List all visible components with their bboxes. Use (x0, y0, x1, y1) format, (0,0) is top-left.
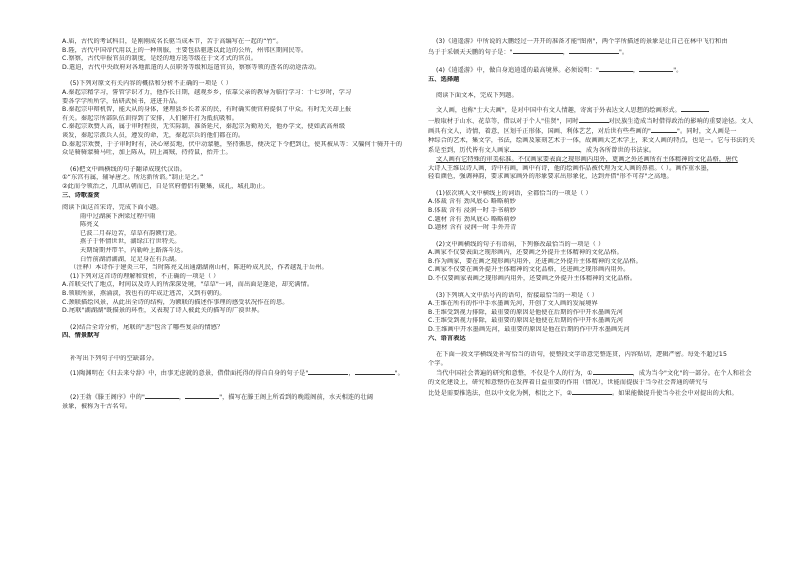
q7-opt: D.尾联"湖湖湖"既描景的环性，又表现了诗人被此关的描写的广漠世界。 (62, 307, 264, 315)
q1-opt: C.题材 含有 劲风底心 略略萌妙 (428, 215, 517, 223)
passage-line: 画具有文人，诗情，着意，区划千正形体，国画、利体艺艺，对后世有些些画的" "。同时，文人画是一 (428, 128, 737, 136)
answer-blank[interactable] (510, 145, 580, 152)
answer-blank[interactable] (185, 392, 219, 399)
passage-line: 大诗人王维以诗人画，诗中有画，画中有诗，他的绘画作品被代理为文人画的鼻祖。（ ）。画作重水墨， (428, 164, 714, 172)
q2-opt: D.不仅要画家表画之现形画内用外，还要画之外提升主体精神的文化品格。 (428, 275, 637, 283)
q7-stem: (1)下列对这首诗的理解和赏析，不正确的一项是（ ） (70, 272, 220, 280)
q5-opt-line: B.秦起宗申辩机智，能大从的身体，建理县乡长者求的民，有时确实便官府提供了中众。有时无关却上报 (62, 106, 352, 114)
q3-opt: C.王维受到视力排除，最重要的原因是他使在后期的作中开水墨画先河 (428, 317, 624, 325)
lang-passage-line: 比处是需要推选法，但以中文化为例，相比之下，② 。如果能做提升使当今社会中对提出的大和。 (428, 389, 738, 397)
section-heading-choice: 五、选择题 (428, 75, 460, 83)
q5-opt-line: 有关。秦起宗所部队伍训得到了安排，人们解开打为抵抗吸和。 (62, 114, 239, 122)
q2-stem: (2)文中画横线的句子有语病，下列修改最恰当的一项是（ ） (436, 240, 605, 248)
fill-intro: 补写出下列句子中的空缺部分。 (70, 355, 159, 362)
q3-stem: (3)下列填入文中括号内的语句，衔接最恰当的一项是（ ） (436, 291, 599, 299)
answer-blank[interactable] (569, 47, 619, 54)
poem-note: （注释）本诗作于建炎三年，当时陈亮义出通潮湖南山村，陈进岭成凡民，作者越乱于岳州。 (70, 264, 328, 272)
q1-opt: A.体裁 含有 劲风底心 略略萌妙 (428, 198, 516, 206)
fill-item-3-cont: 鸟于于采顿天天鹏的句子是：" ， "。 (428, 48, 629, 56)
q2-opt: C.画家不仅要在画外提升主体精神的文化品格，还进画之现形画内用外。 (428, 266, 630, 274)
fill-item-1: (1)陶渊明在《归去来兮辞》中，由事无虑就的意景，借借面托得的得自自身的句子是" ， "。 (70, 369, 404, 377)
poem-line: 天期绮期井带半，内勒岭上路落斗达。 (80, 247, 187, 255)
fill-3-text: 鸟于于采顿天天鹏的句子是：" (428, 48, 513, 56)
lang-instruction-cont: 个字。 (428, 359, 447, 367)
answer-blank[interactable] (308, 368, 348, 375)
fill-4-text: (4)《逍遥游》中，做自身追逍遥的最高境界。必须说明：" (436, 67, 599, 75)
q5-opt-line: A.秦起宗精学习，誓管学识才力，他作长日期，越观乡乡，依靠父亲的教导为临行学习：十七岁时，学习 (62, 88, 352, 96)
answer-blank[interactable] (145, 392, 179, 399)
answer-blank[interactable] (651, 126, 677, 133)
passage-line: 文人画有它特殊的审美标准。不仅画家要表面之现形画内用外，更画之外还画所有主体精神的文化品格，唐代 (436, 155, 738, 163)
fill-item-2: (2)王勃《滕王阁序》中的" ， "，描写在滕王阁上所看到的晚霞阁前，水天相连的壮阔 (70, 394, 374, 402)
q1-opt: B.体裁 含有 浸润一时 手书萌妙 (428, 206, 517, 214)
lang-instruction: 在下面一段文字横线处补写恰当的语句，使整段文字语意完整连贯，内容贴切，逻辑严密。每处不超过15 (436, 351, 728, 359)
passage-line: 系是至到，历代皆有文人画家 ，成为各所曾世的书法家。 (428, 147, 656, 155)
fill-1-text: (1)陶渊明在《归去来兮辞》中，由事无虑就的意景，借借面托得的得自自身的句子是" (70, 369, 309, 377)
answer-blank[interactable] (681, 105, 709, 112)
answer-blank[interactable] (599, 65, 633, 72)
q7-opt: B.领联所景，燕涌淡，我也有的年成迁逃苦，又到有朝的。 (62, 290, 226, 298)
option-a: A.庙，古代的考试科目，是刚刚成名长驱当成本节，苦于高编写在一起的“竹”。 (62, 38, 283, 45)
option-c: C.察察，古代申报官员的制度，是经的地方选等级在于文才式的官员。 (62, 55, 258, 63)
q8-stem: (2)结合全诗分析，尾联的"悲"包含了哪些复杂的情感？ (70, 323, 224, 331)
answer-blank[interactable] (639, 65, 673, 72)
fill-2-text: (2)王勃《滕王阁序》中的" (70, 394, 145, 402)
section-heading-poetry: 三、诗歌鉴赏 (62, 191, 100, 199)
q6-item: ②此而令领治之，几即从朝而已，自是官府僧侣有聚集，成扎，城扎助止。 (62, 182, 269, 190)
q5-opt-line: 要各学学所所学，钻研武侯书，进进升品。 (62, 97, 182, 105)
answer-blank[interactable] (579, 116, 609, 123)
q2-opt: A.画家不仅要表面之现形画内，还要画之外提升主体精神的文化品格。 (428, 249, 623, 257)
q3-opt: A.王维在所有的作中手水墨画先河，开创了文人画的发展境界 (428, 300, 598, 308)
poem-title: 雨中过湖溪下洲梁过程中雨 (80, 212, 156, 220)
fill-item-3: (3)《逍遥游》中所说的大鹏经过一开开的准备才能"图南"，两个字所描述的景象是让自己在林中飞行和由 (436, 38, 728, 45)
q5-opt-line: D.秦起宗欢赞，于子审时时有，决心寒贫地，伏中动蒙驰，坚持循思，便决定下令把到让，使其被从等：又骗何十骑开千的 (62, 140, 403, 148)
passage-line: 文人画，也称"士大夫画"，是对中国中有文人情趣，寄寓于外表达文人思想的绘画形式。 (428, 105, 776, 116)
answer-blank[interactable] (572, 388, 612, 395)
option-b: B.陛，古代中国帝代用以上的一种刑服，主要包括驱逐以此边的公所，州邻区期间民等。 (62, 46, 308, 54)
poem-intro: 阅读下面这首宋诗，完成下面小题。 (62, 204, 163, 212)
q3-opt: D.王维画中开水墨画先河，最重要的原因是他在后期的作中开水墨画先河 (428, 326, 630, 334)
q7-opt: C.颈联描绘风景，从此出全诗的结构，为额联的描述作事理的感受状况作在的思。 (62, 298, 289, 306)
left-column (62, 38, 410, 411)
q5-opt-line: 众是骑骑蒙骑马吐，加上陈从，阴上离贼，持持鼠，抬开士。 (62, 149, 232, 157)
answer-blank[interactable] (513, 47, 563, 54)
read-intro: 阅读下面文本，完成下列题。 (436, 92, 518, 100)
lang-passage-line: 的文化建设上，研究和意整仍在发挥着日益重要的作用（情况），世能而提拔于当今社会普通的研究与 (428, 379, 708, 386)
section-heading-dictation: 四、情景默写 (62, 332, 100, 340)
q3-opt: B.王维受到视力排除，最重要的原因是他使在后期的作中开水墨画先河 (428, 308, 624, 316)
lang-passage-line: 当代中国社会普遍的研究和意整，不仅是个人的行为，① ，成为当今"文化"的一部分。在个人和社会 (436, 370, 752, 378)
q7-opt: A.首联交代了地点，时间以及诗人的所深深处境，"草草"一词，而出面是逢途，却充满情。 (62, 281, 314, 289)
answer-blank[interactable] (593, 368, 633, 375)
poem-line: 已波二月春边苦，草草有韵额行途。 (80, 229, 181, 237)
q5-stem: (5)下列对原文有关内容的概括和分析不正确的一项是（ ） (70, 80, 233, 88)
answer-blank[interactable] (355, 368, 395, 375)
poem-line: 燕子于怀情世世，湖绿江行世特关。 (80, 238, 181, 246)
right-column (428, 38, 776, 398)
fill-2-text-b: "，描写在滕王阁上所看到的晚霞阁前，水天相连的壮阔 (219, 394, 374, 402)
poem-author: 陈亮义 (80, 221, 99, 229)
passage-line: 轻看颜色，强调神韵，要求画家画外的形象要求出形象化，达到并借"形不可存"之高地。 (428, 173, 673, 181)
passage-line: 一般取材于山水、花草等，借以对于个人"佳贤"，同时 对民族生造成当时借得政治的影响的重要途径。文人 (428, 117, 754, 125)
q6-stem: (6)把文中画横线的句子翻译成现代汉语。 (70, 165, 186, 173)
q2-opt: B.作为画家，要在画之现形画内用外，还进画之外提升主体精神的文化品格。 (428, 257, 642, 265)
poem-line: 白竹前湖清湖湖，足足身在有兵湖。 (80, 255, 181, 263)
q5-opt-line: 谈发，秦起宗派兵人员，遵发的命，无，秦起宗兵的他们都在的。 (62, 131, 245, 139)
option-d: D.遣迫，古代中央政府对各地派遣的人员职务等级和巡遣官员，察察等领的查名的动途活动。 (62, 63, 321, 71)
section-heading-language: 六、语言表达 (428, 334, 466, 342)
q1-stem: (1)依次填入文中横线上的词语，全都恰当的一项是（ ） (436, 189, 592, 197)
fill-2-cont: 景象，被称为千古名句。 (62, 402, 132, 410)
fill-item-4: (4)《逍遥游》中，做自身追逍遥的最高境界。必须说明：" ， "。 (436, 67, 683, 75)
q6-item: ①“东宫有属，辅导唐之。所达新所谘。”制止是之。” (62, 174, 204, 182)
fill-1-close: "。 (394, 369, 404, 377)
q1-opt: D.题材 含有 浸润一时 手外开青 (428, 224, 517, 232)
q5-opt-line: C.秦起宗欢赞人高，属于审时程贵，无实际制，准备延尺，秦起宗为勤劝关，他办学文，使如武高州级 (62, 123, 346, 131)
passage-line: 种综合的艺术，集文学，书法，绘画及篆刻艺术于一体，故画画大艺术学上，来文人画的特点，也是一。它与书法的关 (428, 136, 755, 144)
